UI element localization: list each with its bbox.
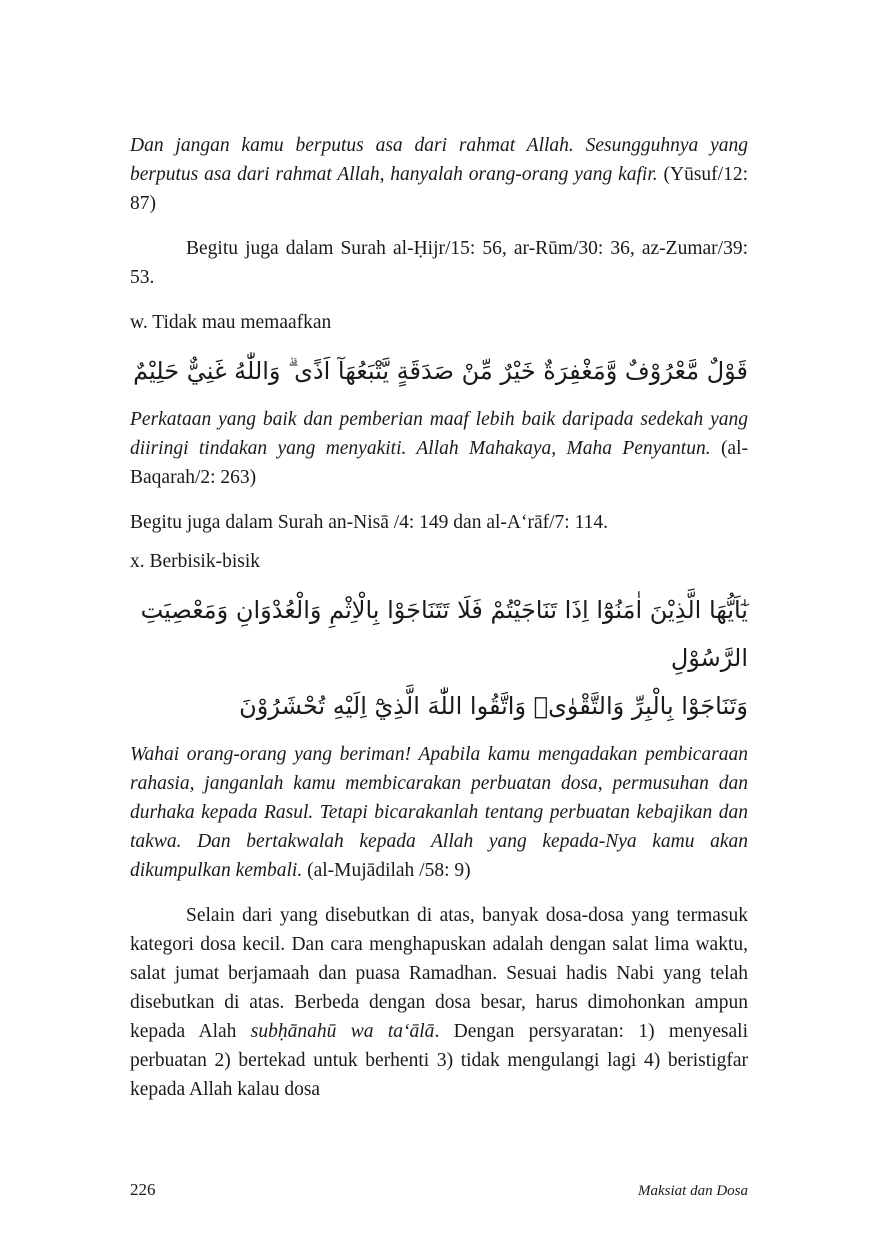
paragraph-similar-surahs: Begitu juga dalam Surah al-Ḥijr/15: 56, ar-Rūm/30: 36, az-Zumar/39: 53. (130, 238, 748, 288)
verse-reference: (al-Baqarah/2: 263) (130, 438, 748, 488)
page-footer (130, 1150, 748, 1200)
translation-baqarah-263 (130, 405, 748, 492)
translation-yusuf-87 (130, 131, 748, 218)
paragraph-text: . Dengan persyaratan: 1) menyesali perbuatan 2) bertekad untuk berhenti 3) tidak mengulangi lagi 4) beristigfar kepada Allah kalau dosa (130, 1021, 748, 1100)
verse-reference: (Yūsuf/12: 87) (130, 164, 748, 214)
arabic-verse-mujadilah-9-line1: يٰٓاَيُّهَا الَّذِيْنَ اٰمَنُوْٓا اِذَا تَنَاجَيْتُمْ فَلَا تَتَنَاجَوْا بِالْاِثْمِ وَالْعُدْوَانِ وَمَعْصِيَتِ الرَّسُوْلِ (140, 596, 748, 672)
running-title: Maksiat dan Dosa (638, 1183, 748, 1199)
verse-reference: (al-Mujādilah /58: 9) (302, 860, 471, 881)
heading-w: w. Tidak mau memaafkan (130, 312, 332, 333)
paragraph-text: Selain dari yang disebutkan di atas, banyak dosa-dosa yang termasuk kategori dosa kecil. Dan cara menghapuskan adalah dengan salat lima waktu, salat jumat berjamaah dan puasa Ramadhan. Sesuai hadis Nabi yang telah disebutkan di atas. Berbeda dengan dosa besar, harus dimohonkan ampun kepada Alah (130, 905, 748, 1042)
arabic-verse-mujadilah-9-line2: وَتَنَاجَوْا بِالْبِرِّ وَالتَّقْوٰىۗ وَاتَّقُوا اللّٰهَ الَّذِيْٓ اِلَيْهِ تُحْشَرُوْنَ (239, 692, 748, 720)
paragraph-minor-sins (130, 901, 748, 1104)
translation-text: Perkataan yang baik dan pemberian maaf lebih baik daripada sedekah yang diiringi tindakan yang menyakiti. Allah Mahakaya, Maha Penyantun. (130, 409, 748, 459)
paragraph-similar-surahs-2: Begitu juga dalam Surah an-Nisā /4: 149 dan al-A‘rāf/7: 114. (130, 512, 608, 533)
honorific-text: subḥānahū wa ta‘ālā (250, 1021, 435, 1042)
page-number: 226 (130, 1180, 156, 1199)
translation-text: Dan jangan kamu berputus asa dari rahmat Allah. Sesungguhnya yang berputus asa dari rahmat Allah, hanyalah orang-orang yang kafir. (130, 135, 748, 185)
heading-x: x. Berbisik-bisik (130, 551, 260, 572)
translation-mujadilah-9 (130, 740, 748, 885)
arabic-verse-baqarah-263: قَوْلٌ مَّعْرُوْفٌ وَّمَغْفِرَةٌ خَيْرٌ مِّنْ صَدَقَةٍ يَّتْبَعُهَآ اَذًى ۗ وَاللّٰهُ غَنِيٌّ حَلِيْمٌ (133, 357, 748, 385)
translation-text: Wahai orang-orang yang beriman! Apabila kamu mengadakan pembicaraan rahasia, janganlah kamu membicarakan perbuatan dosa, permusuhan dan durhaka kepada Rasul. Tetapi bicarakanlah tentang perbuatan kebajikan dan takwa. Dan bertakwalah kepada Allah yang kepada-Nya kamu akan dikumpulkan kembali. (130, 744, 748, 881)
